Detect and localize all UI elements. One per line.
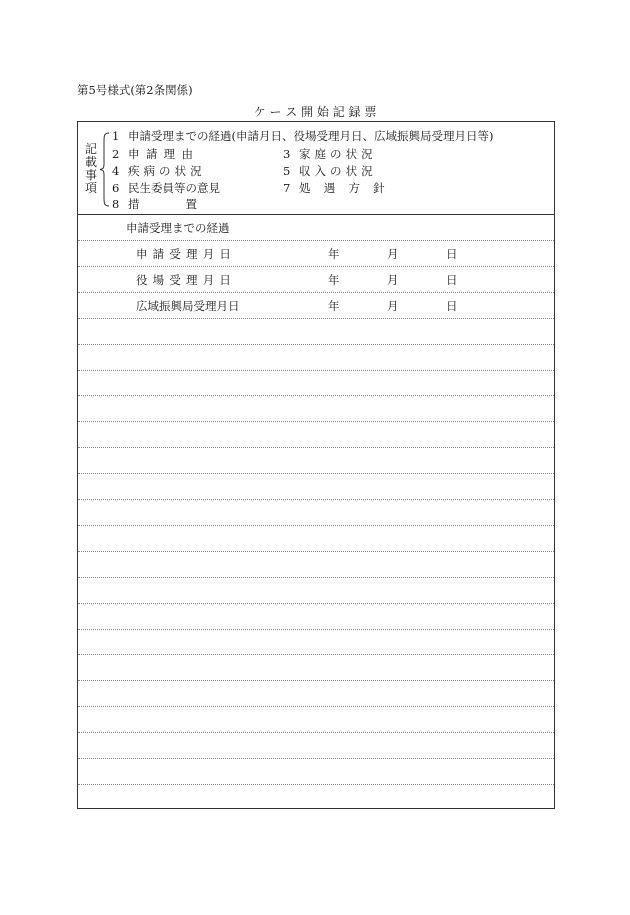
form-title: ケ ー ス 開 始 記 録 票	[253, 105, 377, 119]
entry-item-4: 4 疾病の状況	[112, 164, 206, 178]
entry-items-label: 記 載 事 項	[84, 142, 97, 195]
writing-line	[78, 318, 554, 319]
entry-items-box	[78, 122, 554, 215]
writing-line	[78, 344, 554, 345]
writing-line	[78, 473, 554, 474]
entry-item-6: 6 民生委員等の意見	[112, 181, 220, 195]
writing-line	[78, 240, 554, 241]
writing-line	[78, 292, 554, 293]
entry-item-1: 1 申請受理までの経過(申請月日、役場受理月日、広域振興局受理月日等)	[112, 129, 494, 143]
entry-item-5: 5 収入の状況	[283, 164, 377, 178]
writing-line	[78, 784, 554, 785]
record-form-frame	[77, 121, 555, 809]
brace-icon	[99, 132, 111, 207]
writing-line	[78, 732, 554, 733]
date-row-regional-bureau: 広域振興局受理月日 年 月 日	[136, 299, 458, 313]
writing-line	[78, 654, 554, 655]
writing-line	[78, 499, 554, 500]
writing-line	[78, 680, 554, 681]
entry-item-8: 8 措 置	[112, 197, 197, 211]
section-heading: 申請受理までの経過	[126, 221, 230, 235]
writing-line	[78, 629, 554, 630]
form-number: 第5号様式(第2条関係)	[77, 83, 193, 97]
entry-item-7: 7 処遇方針	[283, 181, 398, 195]
writing-line	[78, 395, 554, 396]
writing-line	[78, 758, 554, 759]
writing-line	[78, 266, 554, 267]
writing-line	[78, 447, 554, 448]
writing-line	[78, 577, 554, 578]
writing-line	[78, 706, 554, 707]
writing-line	[78, 551, 554, 552]
entry-item-2: 2 申請理由	[112, 147, 200, 161]
writing-line	[78, 370, 554, 371]
writing-line	[78, 421, 554, 422]
date-row-town-office: 役場受理月日 年 月 日	[136, 273, 458, 287]
writing-line	[78, 603, 554, 604]
writing-line	[78, 525, 554, 526]
entry-item-3: 3 家庭の状況	[283, 147, 377, 161]
date-row-application: 申請受理月日 年 月 日	[136, 247, 458, 261]
